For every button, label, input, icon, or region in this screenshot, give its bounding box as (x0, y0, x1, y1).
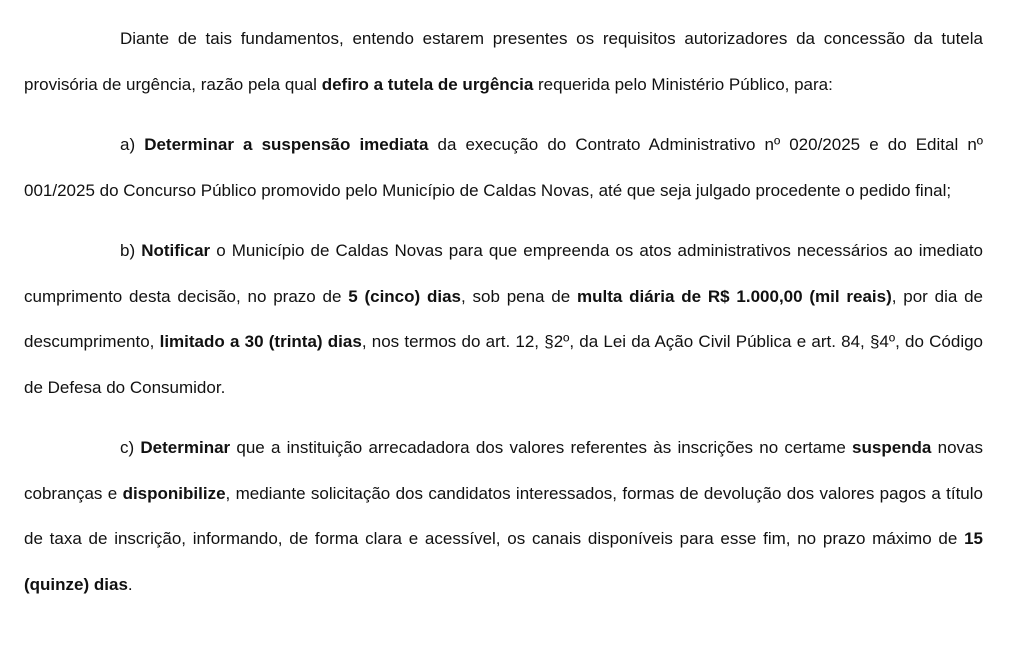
bold-text-segment: Determinar a suspensão imediata (144, 135, 429, 154)
bold-text-segment: disponibilize (122, 483, 226, 503)
paragraph-spacer (24, 410, 983, 425)
bold-text-segment: suspenda (852, 438, 932, 457)
bold-text-segment: 5 (cinco) dias (348, 286, 461, 306)
text-segment: Diante de tais fundamentos, entendo estarem presentes os requisitos autorizadores da concessão da tutela provisória de urgência, razão pela qual (24, 29, 983, 94)
bold-text-segment: multa diária de R$ 1.000,00 (mil reais) (577, 286, 892, 306)
paragraph-spacer (24, 107, 983, 122)
paragraph-item-b (24, 228, 983, 410)
text-segment: da execução do Contrato Administrativo nº 020/2025 e do Edital nº 001/2025 do Concurso Público promovido pelo Município de Caldas Novas, até que seja julgado procedente o pedido final; (24, 135, 983, 200)
bold-text-segment: limitado a 30 (trinta) dias (159, 332, 362, 351)
text-segment: , nos termos do art. 12, §2º, da Lei da Ação Civil Pública e art. 84, §4º, do Código de Defesa do Consumidor. (24, 332, 984, 397)
text-segment: requerida pelo Ministério Público, para: (533, 74, 833, 94)
text-segment: , por dia de descumprimento, (24, 286, 983, 351)
bold-text-segment: Notificar (141, 241, 211, 260)
paragraph-intro (24, 0, 983, 107)
text-segment: o Município de Caldas Novas para que empreenda os atos administrativos necessários ao imediato cumprimento desta decisão, no prazo de (24, 241, 984, 306)
item-marker: c) (120, 438, 141, 457)
bold-text-segment: Determinar (140, 438, 231, 457)
bold-text-segment: 15 (quinze) dias (24, 529, 983, 594)
text-segment: novas cobranças e (24, 438, 983, 503)
item-marker: b) (120, 241, 142, 260)
paragraph-spacer (24, 213, 983, 228)
text-segment: , sob pena de (460, 286, 577, 306)
text-segment: , mediante solicitação dos candidatos interessados, formas de devolução dos valores pagos a título de taxa de inscrição, informando, de forma clara e acessível, os canais disponíveis para esse fim, no prazo máximo de (24, 483, 983, 548)
bold-text-segment: defiro a tutela de urgência (321, 74, 534, 94)
paragraph-item-a (24, 122, 983, 213)
text-segment: que a instituição arrecadadora dos valores referentes às inscrições no certame (230, 438, 853, 457)
document-body (24, 0, 983, 607)
paragraph-item-c (24, 425, 983, 607)
item-marker: a) (120, 135, 145, 154)
text-segment: . (127, 574, 133, 594)
